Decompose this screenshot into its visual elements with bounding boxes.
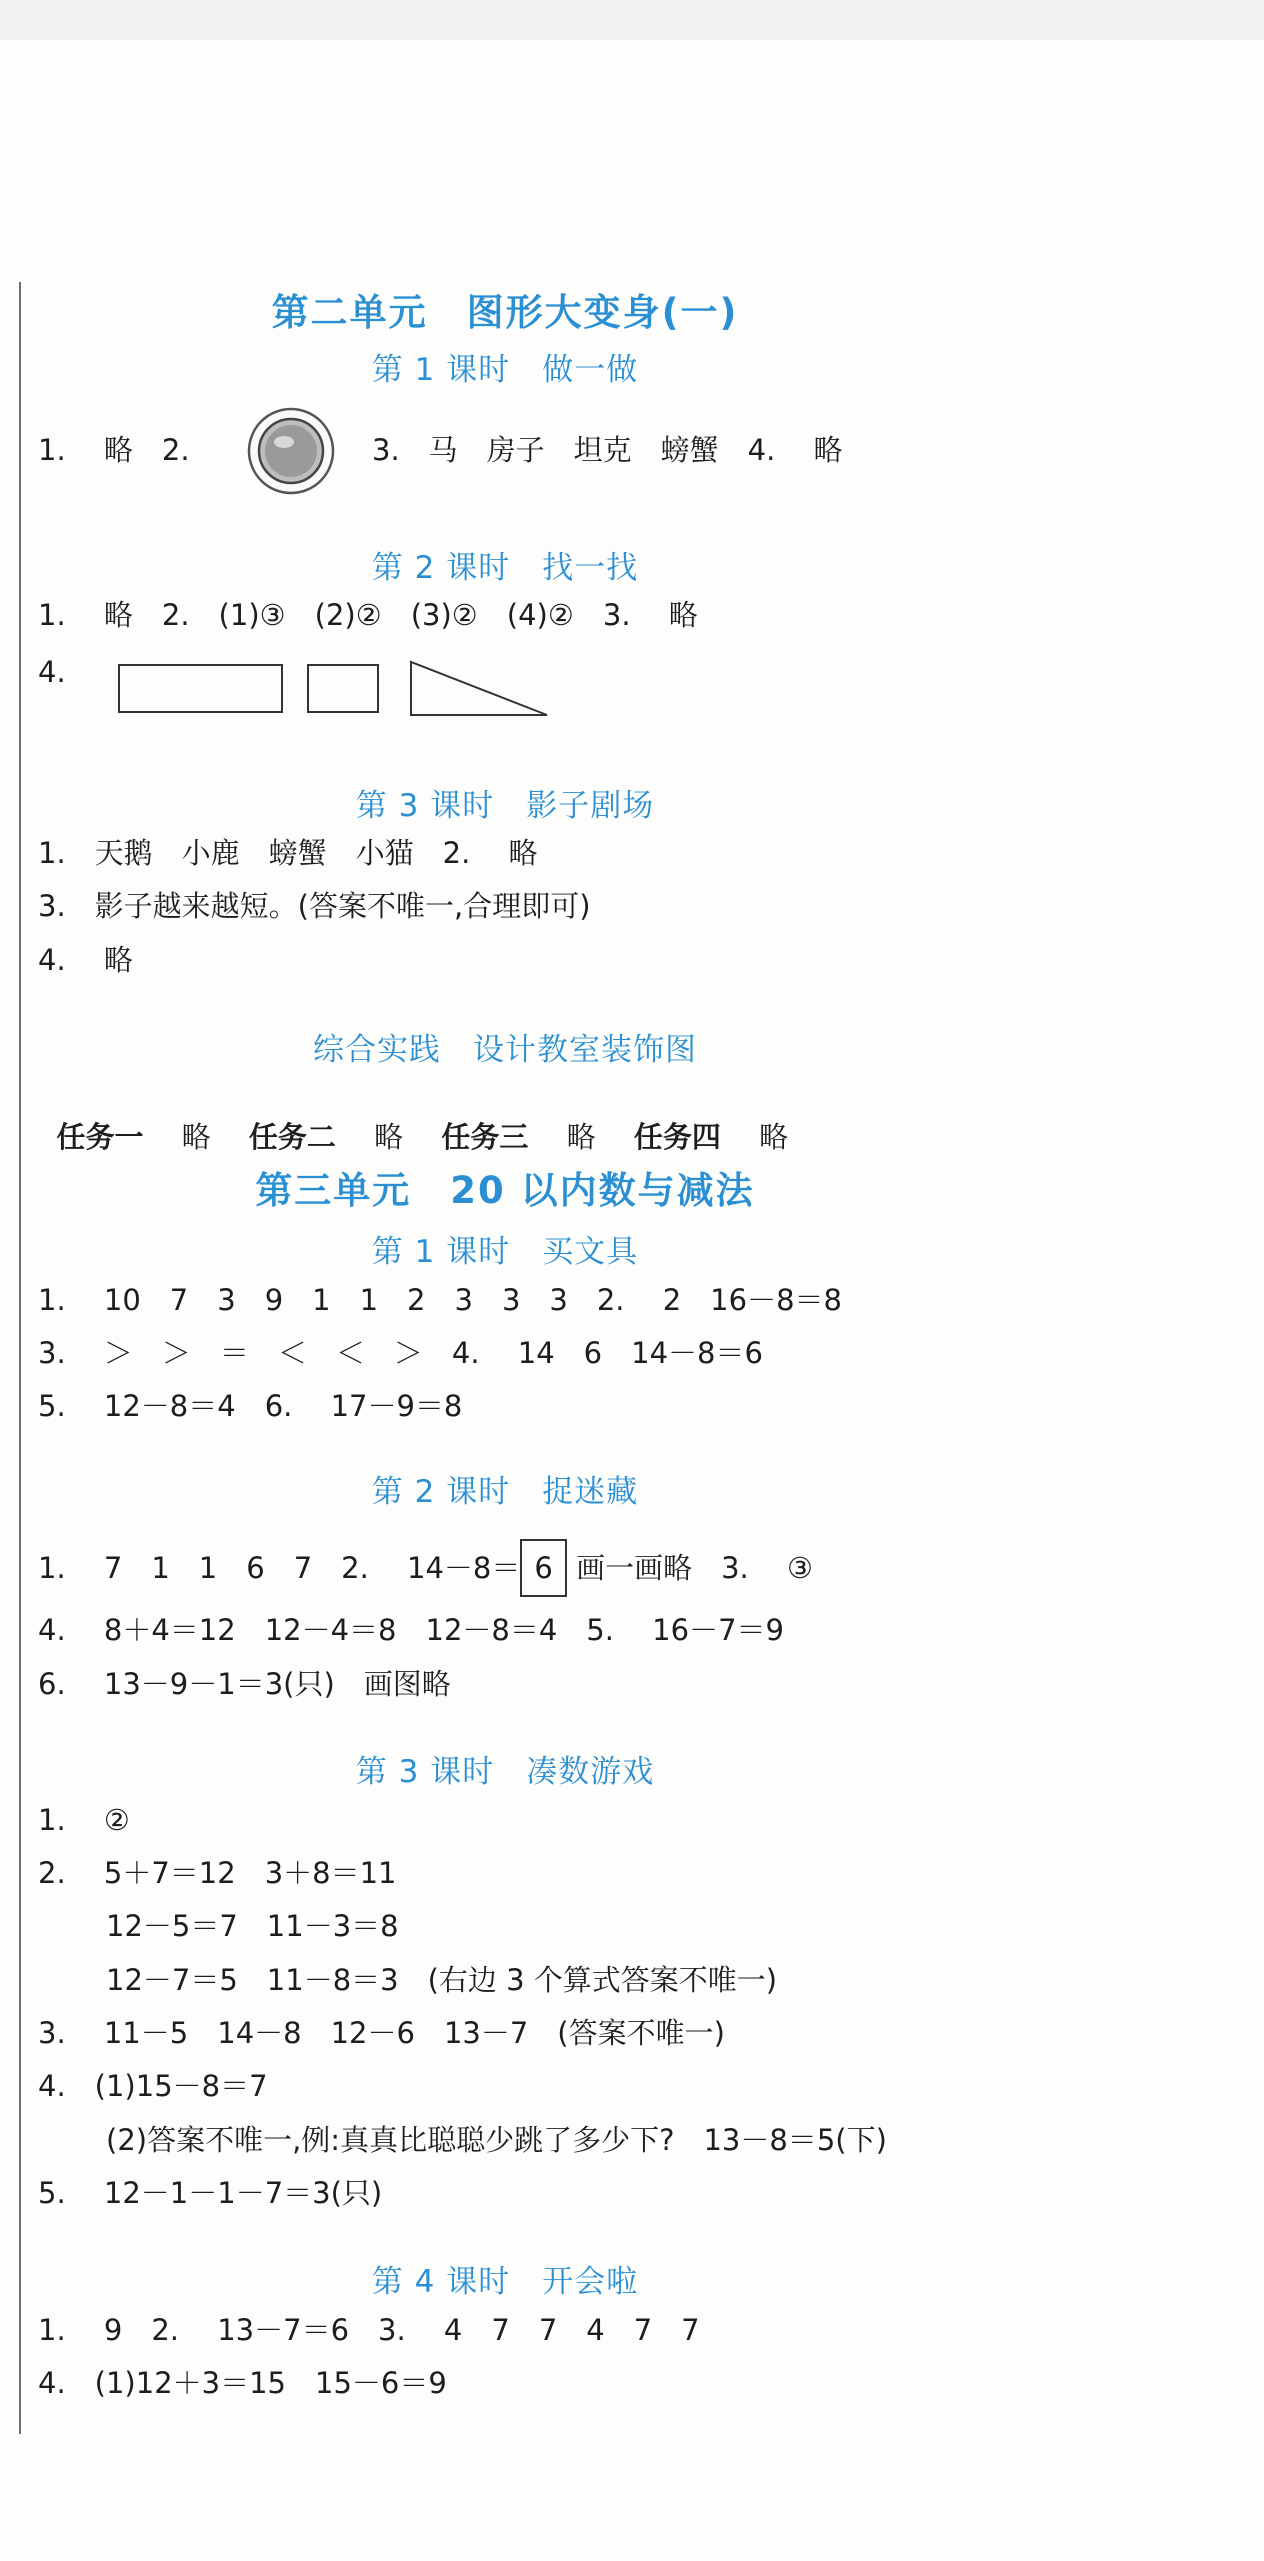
answer-u3l2-4: 4. 8＋4＝12 12－4＝8 12－8＝4 5. 16－7＝9	[38, 1613, 784, 1647]
answer-u3l3-2a: 2. 5＋7＝12 3＋8＝11	[38, 1856, 397, 1890]
answer-u3l3-4b: (2)答案不唯一,例:真真比聪聪少跳了多少下? 13－8＝5(下)	[106, 2123, 887, 2157]
answer-u3l1-3: 3. ＞ ＞ ＝ ＜ ＜ ＞ 4. 14 6 14－8＝6	[38, 1336, 763, 1370]
answer-u3l3-2c: 12－7＝5 11－8＝3 (右边 3 个算式答案不唯一)	[106, 1963, 778, 1997]
answer-u2l2-1: 1. 略 2. (1)③ (2)② (3)② (4)② 3. 略	[38, 598, 698, 632]
lesson-title-u3l1: 第 1 课时 买文具	[371, 1234, 639, 1270]
answer-u3l2-6: 6. 13－9－1＝3(只) 画图略	[38, 1667, 451, 1701]
task-3-value: 略	[566, 1120, 596, 1154]
task-4-label: 任务四	[633, 1120, 721, 1154]
task-4-value: 略	[759, 1120, 789, 1154]
answer-u3l3-3: 3. 11－5 14－8 12－6 13－7 (答案不唯一)	[38, 2016, 725, 2050]
answer-u3l1-1: 1. 10 7 3 9 1 1 2 3 3 3 2. 2 16－8＝8	[38, 1283, 842, 1317]
task-1-label: 任务一	[56, 1120, 144, 1154]
lesson-title-u2l2: 第 2 课时 找一找	[371, 550, 639, 586]
answer-u2l3-1: 1. 天鹅 小鹿 螃蟹 小猫 2. 略	[38, 836, 538, 870]
answer-u3l4-4: 4. (1)12＋3＝15 15－6＝9	[38, 2366, 447, 2400]
answer-u3l4-1: 1. 9 2. 13－7＝6 3. 4 7 7 4 7 7	[38, 2313, 700, 2347]
answer-u3l3-4a: 4. (1)15－8＝7	[38, 2069, 268, 2103]
answer-u3l3-1: 1. ②	[38, 1803, 130, 1837]
lesson-title-u3l2: 第 2 课时 捉迷藏	[371, 1474, 639, 1510]
answer-u2l3-4: 4. 略	[38, 943, 133, 977]
shape-drawings	[118, 660, 558, 720]
triangle-shape	[411, 662, 547, 715]
answer-u3l2-1-post: 画一画略 3. ③	[576, 1551, 813, 1585]
lesson-title-u2-practice: 综合实践 设计教室装饰图	[313, 1032, 697, 1068]
lesson-title-u2l3: 第 3 课时 影子剧场	[355, 788, 655, 824]
task-3-label: 任务三	[441, 1120, 529, 1154]
lesson-title-u3l4: 第 4 课时 开会啦	[371, 2264, 639, 2300]
answer-box: 6	[520, 1539, 566, 1597]
task-2-label: 任务二	[248, 1120, 336, 1154]
answer-u2l2-4: 4.	[38, 655, 66, 689]
answer-u2l3-3: 3. 影子越来越短。(答案不唯一,合理即可)	[38, 889, 591, 923]
unit-title-2: 第二单元 图形大变身(一)	[271, 291, 739, 334]
unit-title-3: 第三单元 20 以内数与减法	[255, 1169, 755, 1212]
top-band	[0, 0, 1264, 40]
answer-u2l1-b: 3. 马 房子 坦克 螃蟹 4. 略	[372, 433, 843, 467]
answer-u2l1-a: 1. 略 2.	[38, 433, 190, 467]
answer-u3l2-1	[38, 1539, 813, 1597]
lesson-title-u2l1: 第 1 课时 做一做	[371, 352, 639, 388]
answer-u3l1-5: 5. 12－8＝4 6. 17－9＝8	[38, 1389, 463, 1423]
small-rectangle-shape	[308, 665, 378, 712]
task-2-value: 略	[374, 1120, 404, 1154]
answer-u3l3-5: 5. 12－1－1－7＝3(只)	[38, 2176, 383, 2210]
lesson-title-u3l3: 第 3 课时 凑数游戏	[355, 1754, 655, 1790]
practice-tasks	[38, 1077, 788, 1157]
plate-circle-icon	[246, 406, 336, 496]
answer-u3l3-2b: 12－5＝7 11－3＝8	[106, 1909, 399, 1943]
long-rectangle-shape	[119, 665, 282, 712]
task-1-value: 略	[181, 1120, 211, 1154]
margin-rule	[19, 282, 21, 2434]
answer-u3l2-1-pre: 1. 7 1 1 6 7 2. 14－8＝	[38, 1551, 521, 1585]
